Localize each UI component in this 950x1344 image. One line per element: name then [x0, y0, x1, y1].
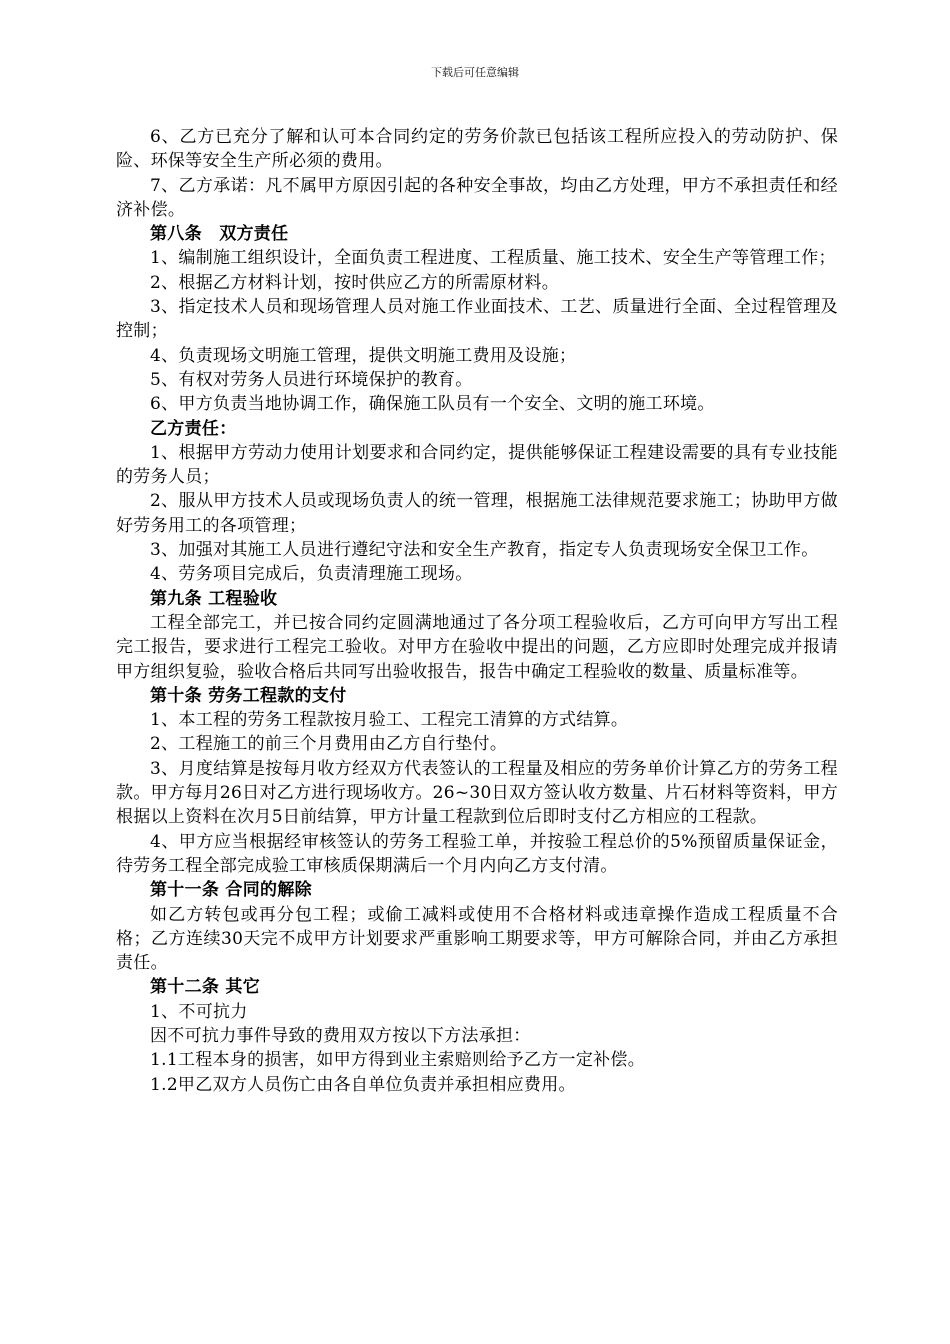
section-heading: 第十条 劳务工程款的支付 — [150, 685, 347, 706]
document-body — [116, 125, 838, 1097]
section-heading: 第八条 双方责任 — [150, 224, 289, 245]
paragraph: 4、负责现场文明施工管理，提供文明施工费用及设施； — [150, 345, 577, 366]
paragraph: 4、甲方应当根据经审核签认的劳务工程验工单，并按验工程总价的5%预留质量保证金，待劳务工程全部完成验工审核质保期满后一个月内向乙方支付清。 — [116, 831, 838, 876]
section-heading: 第九条 工程验收 — [150, 588, 278, 609]
paragraph: 1、根据甲方劳动力使用计划要求和合同约定，提供能够保证工程建设需要的具有专业技能的劳务人员； — [116, 442, 838, 488]
paragraph: 1、编制施工组织设计，全面负责工程进度、工程质量、施工技术、安全生产等管理工作； — [150, 248, 836, 269]
paragraph: 6、甲方负责当地协调工作，确保施工队员有一个安全、文明的施工环境。 — [150, 394, 715, 415]
paragraph: 3、加强对其施工人员进行遵纪守法和安全生产教育，指定专人负责现场安全保卫工作。 — [150, 540, 819, 561]
paragraph: 1、不可抗力 — [150, 1001, 248, 1022]
paragraph: 2、工程施工的前三个月费用由乙方自行垫付。 — [150, 734, 508, 755]
paragraph: 1.1工程本身的损害，如甲方得到业主索赔则给予乙方一定补偿。 — [150, 1050, 646, 1071]
paragraph: 2、服从甲方技术人员或现场负责人的统一管理，根据施工法律规范要求施工；协助甲方做好劳务用工的各项管理； — [116, 491, 838, 536]
paragraph: 6、乙方已充分了解和认可本合同约定的劳务价款已包括该工程所应投入的劳动防护、保险、环保等安全生产所必须的费用。 — [116, 127, 838, 172]
paragraph: 1、本工程的劳务工程款按月验工、工程完工清算的方式结算。 — [150, 710, 629, 731]
paragraph: 7、乙方承诺：凡不属甲方原因引起的各种安全事故，均由乙方处理，甲方不承担责任和经济补偿。 — [116, 175, 838, 220]
paragraph: 因不可抗力事件导致的费用双方按以下方法承担： — [150, 1025, 531, 1046]
paragraph: 工程全部完工，并已按合同约定圆满地通过了各分项工程验收后，乙方可向甲方写出工程完工报告，要求进行工程完工验收。对甲方在验收中提出的问题，乙方应即时处理完成并报请甲方组织复验，验收合格后共同写出验收报告，报告中确定工程验收的数量、质量标准等。 — [116, 612, 838, 682]
paragraph: 3、月度结算是按每月收方经双方代表签认的工程量及相应的劳务单价计算乙方的劳务工程款。甲方每月26日对乙方进行现场收方。26~30日双方签认收方数量、片石材料等资料，甲方根据以上资料在次月5日前结算，甲方计量工程款到位后即时支付乙方相应的工程款。 — [116, 758, 838, 828]
paragraph: 1.2甲乙双方人员伤亡由各自单位负责并承担相应费用。 — [150, 1074, 576, 1095]
paragraph: 2、根据乙方材料计划，按时供应乙方的所需原材料。 — [150, 272, 560, 293]
section-heading: 乙方责任： — [150, 418, 237, 439]
section-heading: 第十一条 合同的解除 — [150, 880, 312, 901]
paragraph: 如乙方转包或再分包工程；或偷工减料或使用不合格材料或违章操作造成工程质量不合格；乙方连续30天完不成甲方计划要求严重影响工期要求等，甲方可解除合同，并由乙方承担责任。 — [116, 904, 838, 974]
paragraph: 4、劳务项目完成后，负责清理施工现场。 — [150, 564, 473, 585]
paragraph: 5、有权对劳务人员进行环境保护的教育。 — [150, 369, 473, 390]
section-heading: 第十二条 其它 — [150, 977, 261, 998]
paragraph: 3、指定技术人员和现场管理人员对施工作业面技术、工艺、质量进行全面、全过程管理及控制； — [116, 297, 838, 342]
page-header: 下载后可任意编辑 — [431, 66, 519, 79]
